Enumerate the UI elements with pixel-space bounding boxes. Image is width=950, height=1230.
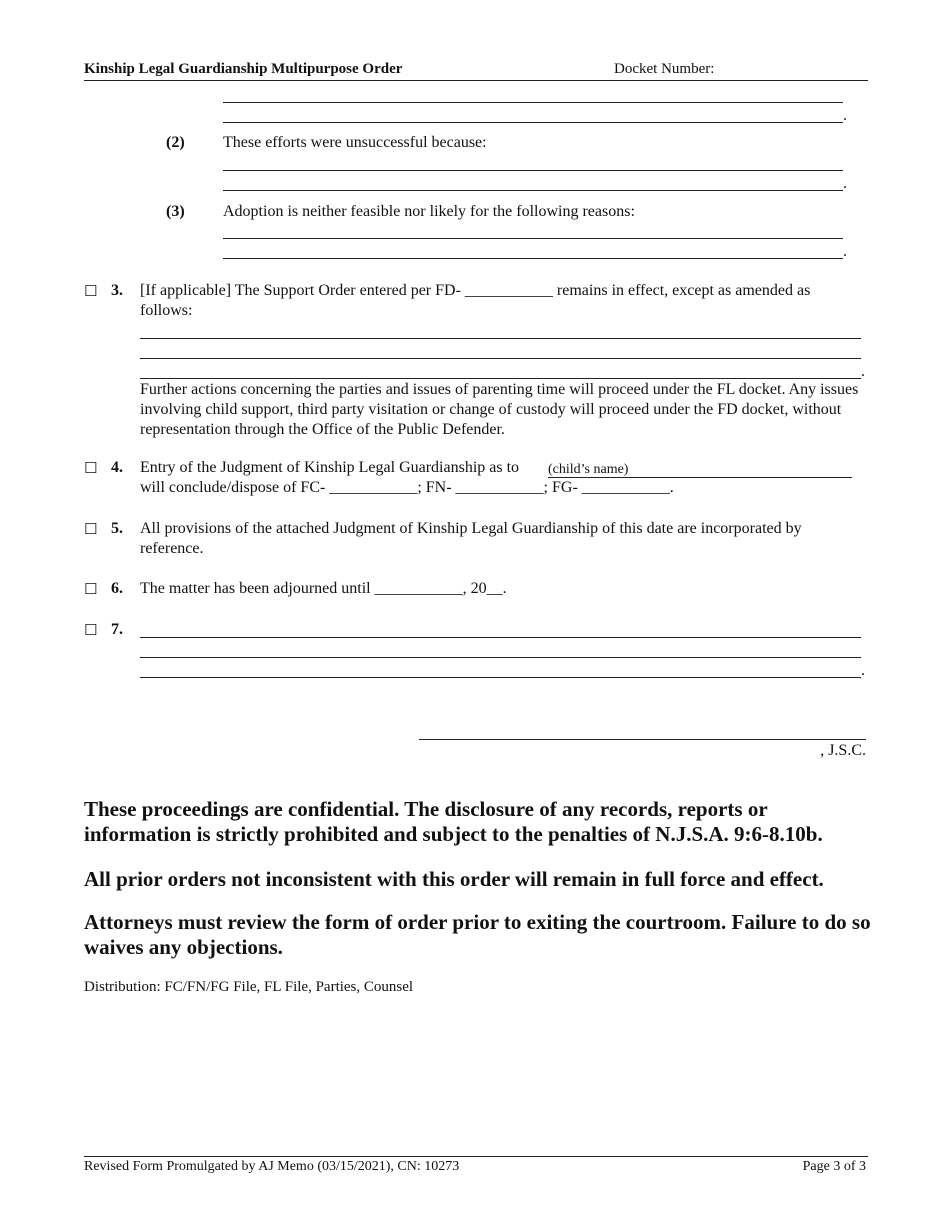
fc-number-blank[interactable]: ___________ xyxy=(329,479,418,496)
adjourn-date-blank[interactable]: ___________ xyxy=(374,580,463,597)
item-6-checkbox[interactable]: ☐ xyxy=(84,580,98,598)
prior-orders-notice: All prior orders not inconsistent with this order will remain in full force and effect. xyxy=(84,867,824,891)
distribution-text: Distribution: FC/FN/FG File, FL File, Parties, Counsel xyxy=(84,979,414,995)
item-6-text-a: The matter has been adjourned until xyxy=(140,580,371,597)
item-5-text: All provisions of the attached Judgment of Kinship Legal Guardianship of this date are incorporated by reference. xyxy=(140,520,802,557)
subitem-3-number: (3) xyxy=(166,203,185,220)
item-5-checkbox[interactable]: ☐ xyxy=(84,520,98,538)
child-name-field[interactable] xyxy=(548,461,852,478)
adjourn-year-blank[interactable]: __ xyxy=(486,580,503,597)
answer-line[interactable] xyxy=(223,102,843,103)
subitem-2-number: (2) xyxy=(166,134,185,151)
jsc-label: , J.S.C. xyxy=(820,742,866,759)
item-7-checkbox[interactable]: ☐ xyxy=(84,621,98,639)
item-6-text-b: , 20 xyxy=(462,580,487,597)
attorneys-notice: Attorneys must review the form of order prior to exiting the courtroom. Failure to do so waives any objections. xyxy=(84,910,871,959)
item-3-checkbox[interactable]: ☐ xyxy=(84,282,98,300)
header-rule xyxy=(84,80,868,81)
item-3-text-line2: follows: xyxy=(140,302,193,319)
item-4-checkbox[interactable]: ☐ xyxy=(84,459,98,477)
answer-line[interactable] xyxy=(223,238,843,239)
answer-line[interactable] xyxy=(140,358,861,359)
confidentiality-notice: These proceedings are confidential. The disclosure of any records, reports or information is strictly prohibited and subject to the penalties of N.J.S.A. 9:6-8.10b. xyxy=(84,797,823,846)
item-3-number: 3. xyxy=(111,282,123,299)
item-6-text-c: . xyxy=(502,580,507,597)
line-period: . xyxy=(861,363,865,380)
item-4-line2-b: ; FN- xyxy=(417,479,452,496)
subitem-2-text: These efforts were unsuccessful because: xyxy=(223,134,487,151)
answer-line[interactable] xyxy=(140,338,861,339)
line-period: . xyxy=(843,243,847,260)
footer-rule xyxy=(84,1156,868,1157)
answer-line[interactable] xyxy=(140,677,861,678)
fd-number-blank[interactable]: ___________ xyxy=(464,282,553,299)
signature-line[interactable] xyxy=(419,739,866,740)
answer-line[interactable] xyxy=(140,637,861,638)
item-4-line2-d: . xyxy=(669,479,674,496)
answer-line[interactable] xyxy=(223,170,843,171)
revised-form-text: Revised Form Promulgated by AJ Memo (03/15/2021), CN: 10273 xyxy=(84,1159,460,1174)
item-4-line2-a: will conclude/dispose of FC- xyxy=(140,479,326,496)
item-3-further-actions: Further actions concerning the parties and issues of parenting time will proceed under the FL docket. Any issues involving child support, third party visitation or change of custody will proceed under the FD docket, without representation through the Office of the Public Defender. xyxy=(140,381,859,438)
line-period: . xyxy=(861,662,865,679)
line-period: . xyxy=(843,175,847,192)
child-name-label: (child’s name) xyxy=(548,462,629,477)
item-6-number: 6. xyxy=(111,580,123,597)
answer-line[interactable] xyxy=(223,190,843,191)
item-3-text-before: [If applicable] The Support Order entered per FD- xyxy=(140,282,461,299)
item-4-line2-c: ; FG- xyxy=(543,479,578,496)
subitem-3-text: Adoption is neither feasible nor likely for the following reasons: xyxy=(223,203,635,220)
item-3-text-after: remains in effect, except as amended as xyxy=(556,282,811,299)
answer-line[interactable] xyxy=(223,122,843,123)
item-4-number: 4. xyxy=(111,459,123,476)
docket-number-label: Docket Number: xyxy=(614,61,715,77)
fn-number-blank[interactable]: ___________ xyxy=(455,479,544,496)
item-7-number: 7. xyxy=(111,621,123,638)
line-period: . xyxy=(843,107,847,124)
item-4-text: Entry of the Judgment of Kinship Legal Guardianship as to xyxy=(140,459,520,476)
page-number: Page 3 of 3 xyxy=(802,1159,866,1174)
item-4-line2 xyxy=(140,478,674,498)
item-6-text xyxy=(140,579,507,599)
answer-line[interactable] xyxy=(140,378,861,379)
answer-line[interactable] xyxy=(223,258,843,259)
answer-line[interactable] xyxy=(140,657,861,658)
item-5-number: 5. xyxy=(111,520,123,537)
fg-number-blank[interactable]: ___________ xyxy=(581,479,670,496)
item-3-text xyxy=(140,281,865,301)
form-title: Kinship Legal Guardianship Multipurpose Order xyxy=(84,61,403,77)
